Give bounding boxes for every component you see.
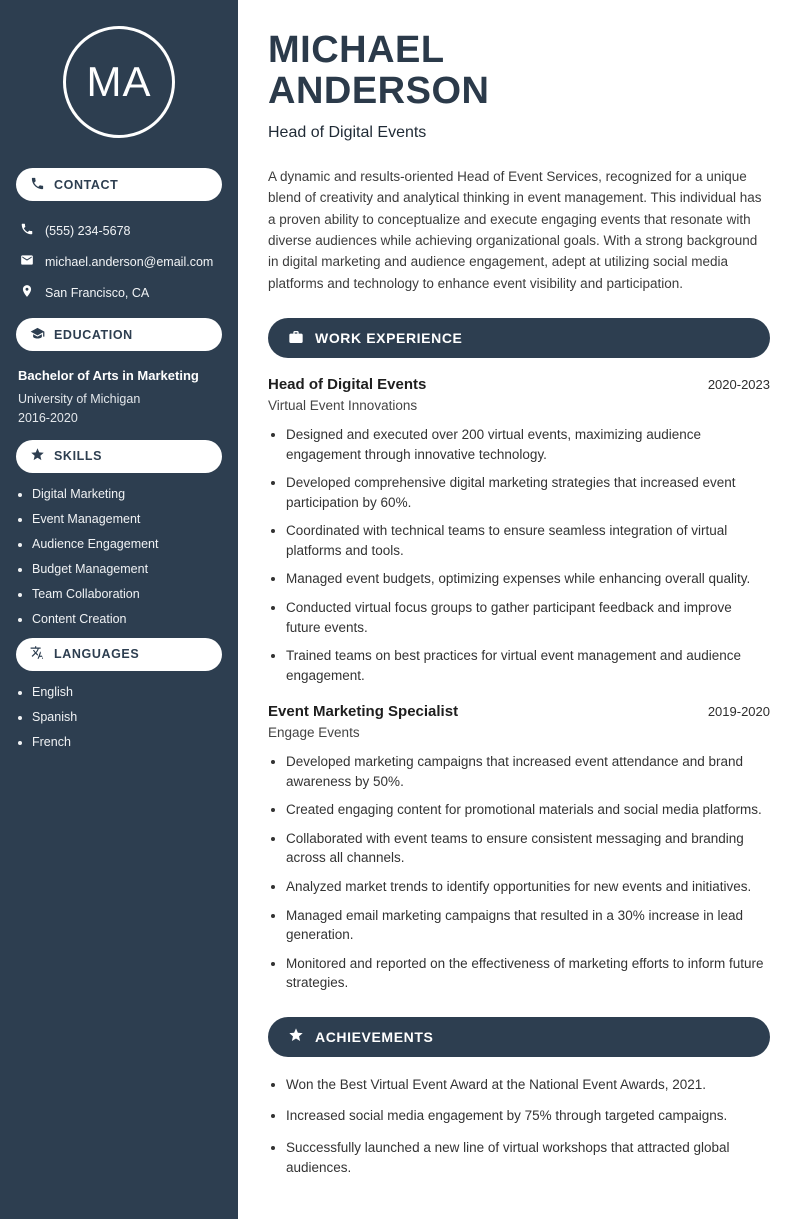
skills-section-title: SKILLS: [54, 449, 103, 464]
languages-section-header: [16, 638, 222, 671]
job-bullet: • Collaborated with event teams to ensure consistent messaging and branding across all channels.: [286, 829, 770, 868]
achievements-section-title: ACHIEVEMENTS: [315, 1028, 434, 1045]
profile-summary: A dynamic and results-oriented Head of Event Services, recognized for a unique blend of creativity and analytical thinking in event management. This individual has a proven ability to conceptualize and execute engaging events that resonate with diverse audiences while achieving organizational goals. With a strong background in digital marketing and audience engagement, adept at utilizing social media platforms and technology to enhance event visibility and participation.: [268, 169, 762, 291]
job-bullet: • Trained teams on best practices for virtual event management and audience engagement.: [286, 646, 770, 685]
job-bullet: • Monitored and reported on the effectiveness of marketing efforts to inform future strategies.: [286, 954, 770, 993]
job-entry: [268, 376, 770, 685]
avatar-initials: MA: [86, 58, 152, 105]
job-bullet: • Managed event budgets, optimizing expenses while enhancing overall quality.: [286, 569, 770, 589]
star-icon: [30, 447, 45, 465]
job-bullet: • Developed marketing campaigns that increased event attendance and brand awareness by 50%.: [286, 752, 770, 791]
briefcase-icon: [288, 329, 304, 348]
job-dates: 2020-2023: [707, 377, 770, 393]
job-bullet: • Coordinated with technical teams to ensure seamless integration of virtual platforms and tools.: [286, 521, 770, 560]
work-experience-section-title: WORK EXPERIENCE: [315, 330, 463, 347]
contact-item-email: [0, 246, 238, 277]
main-content: [238, 0, 800, 1219]
skill-item: • Digital Marketing: [32, 487, 238, 501]
skill-item: • Event Management: [32, 512, 238, 526]
education-years: 2016-2020: [18, 410, 78, 425]
education-entry: [0, 365, 238, 440]
education-school: University of Michigan: [18, 391, 141, 406]
phone-icon: [30, 176, 45, 194]
job-header: [268, 703, 770, 720]
education-section-header: [16, 318, 222, 351]
page-title: [268, 30, 770, 112]
job-bullet: • Created engaging content for promotional materials and social media platforms.: [286, 800, 770, 820]
job-bullet: • Managed email marketing campaigns that resulted in a 30% increase in lead generation.: [286, 906, 770, 945]
job-bullet-list: [268, 752, 770, 993]
achievement-item: • Increased social media engagement by 75% through targeted campaigns.: [286, 1106, 770, 1126]
job-company: Virtual Event Innovations: [268, 398, 418, 414]
contact-phone-text: (555) 234-5678: [45, 223, 131, 238]
star-icon: [288, 1027, 304, 1046]
job-header: [268, 376, 770, 393]
language-item: • English: [32, 685, 238, 699]
job-bullet: • Conducted virtual focus groups to gather participant feedback and improve future events.: [286, 598, 770, 637]
last-name: ANDERSON: [268, 70, 490, 113]
achievements-list: [268, 1075, 770, 1177]
sidebar: [0, 0, 238, 1219]
language-item: • French: [32, 735, 238, 749]
skill-item: • Budget Management: [32, 562, 238, 576]
job-bullet: • Developed comprehensive digital marketing strategies that increased event participation by 60%.: [286, 473, 770, 512]
contact-item-location: [0, 277, 238, 308]
contact-section-title: CONTACT: [54, 177, 119, 192]
languages-list: [0, 685, 238, 749]
job-role-subtitle: Head of Digital Events: [268, 124, 427, 142]
phone-icon: [20, 222, 34, 239]
language-item: • Spanish: [32, 710, 238, 724]
contact-email-text: michael.anderson@email.com: [45, 254, 214, 269]
job-title: Head of Digital Events: [268, 376, 427, 394]
skill-item: • Team Collaboration: [32, 587, 238, 601]
work-experience-section-header: [268, 318, 770, 358]
skill-item: • Content Creation: [32, 612, 238, 626]
achievement-item: • Successfully launched a new line of virtual workshops that attracted global audiences.: [286, 1138, 770, 1177]
skill-item: • Audience Engagement: [32, 537, 238, 551]
achievements-section-header: [268, 1017, 770, 1057]
translate-icon: [30, 645, 45, 663]
job-bullet: • Designed and executed over 200 virtual events, maximizing audience engagement through innovative technology.: [286, 425, 770, 464]
contact-item-phone: [0, 215, 238, 246]
job-bullet: • Analyzed market trends to identify opportunities for new events and initiatives.: [286, 877, 770, 897]
location-pin-icon: [20, 284, 34, 301]
job-entry: [268, 703, 770, 993]
languages-section-title: LANGUAGES: [54, 647, 140, 662]
job-company: Engage Events: [268, 725, 360, 741]
skills-section-header: [16, 440, 222, 473]
education-degree: Bachelor of Arts in Marketing: [18, 368, 199, 383]
education-section-title: EDUCATION: [54, 327, 133, 342]
mail-icon: [20, 253, 34, 270]
achievement-item: • Won the Best Virtual Event Award at the National Event Awards, 2021.: [286, 1075, 770, 1095]
graduation-cap-icon: [30, 326, 45, 344]
first-name: MICHAEL: [268, 29, 445, 71]
job-title: Event Marketing Specialist: [268, 703, 459, 721]
contact-location-text: San Francisco, CA: [45, 285, 150, 300]
job-dates: 2019-2020: [707, 704, 770, 720]
contact-section-header: [16, 168, 222, 201]
avatar: [63, 26, 175, 138]
skills-list: [0, 487, 238, 626]
job-bullet-list: [268, 425, 770, 685]
